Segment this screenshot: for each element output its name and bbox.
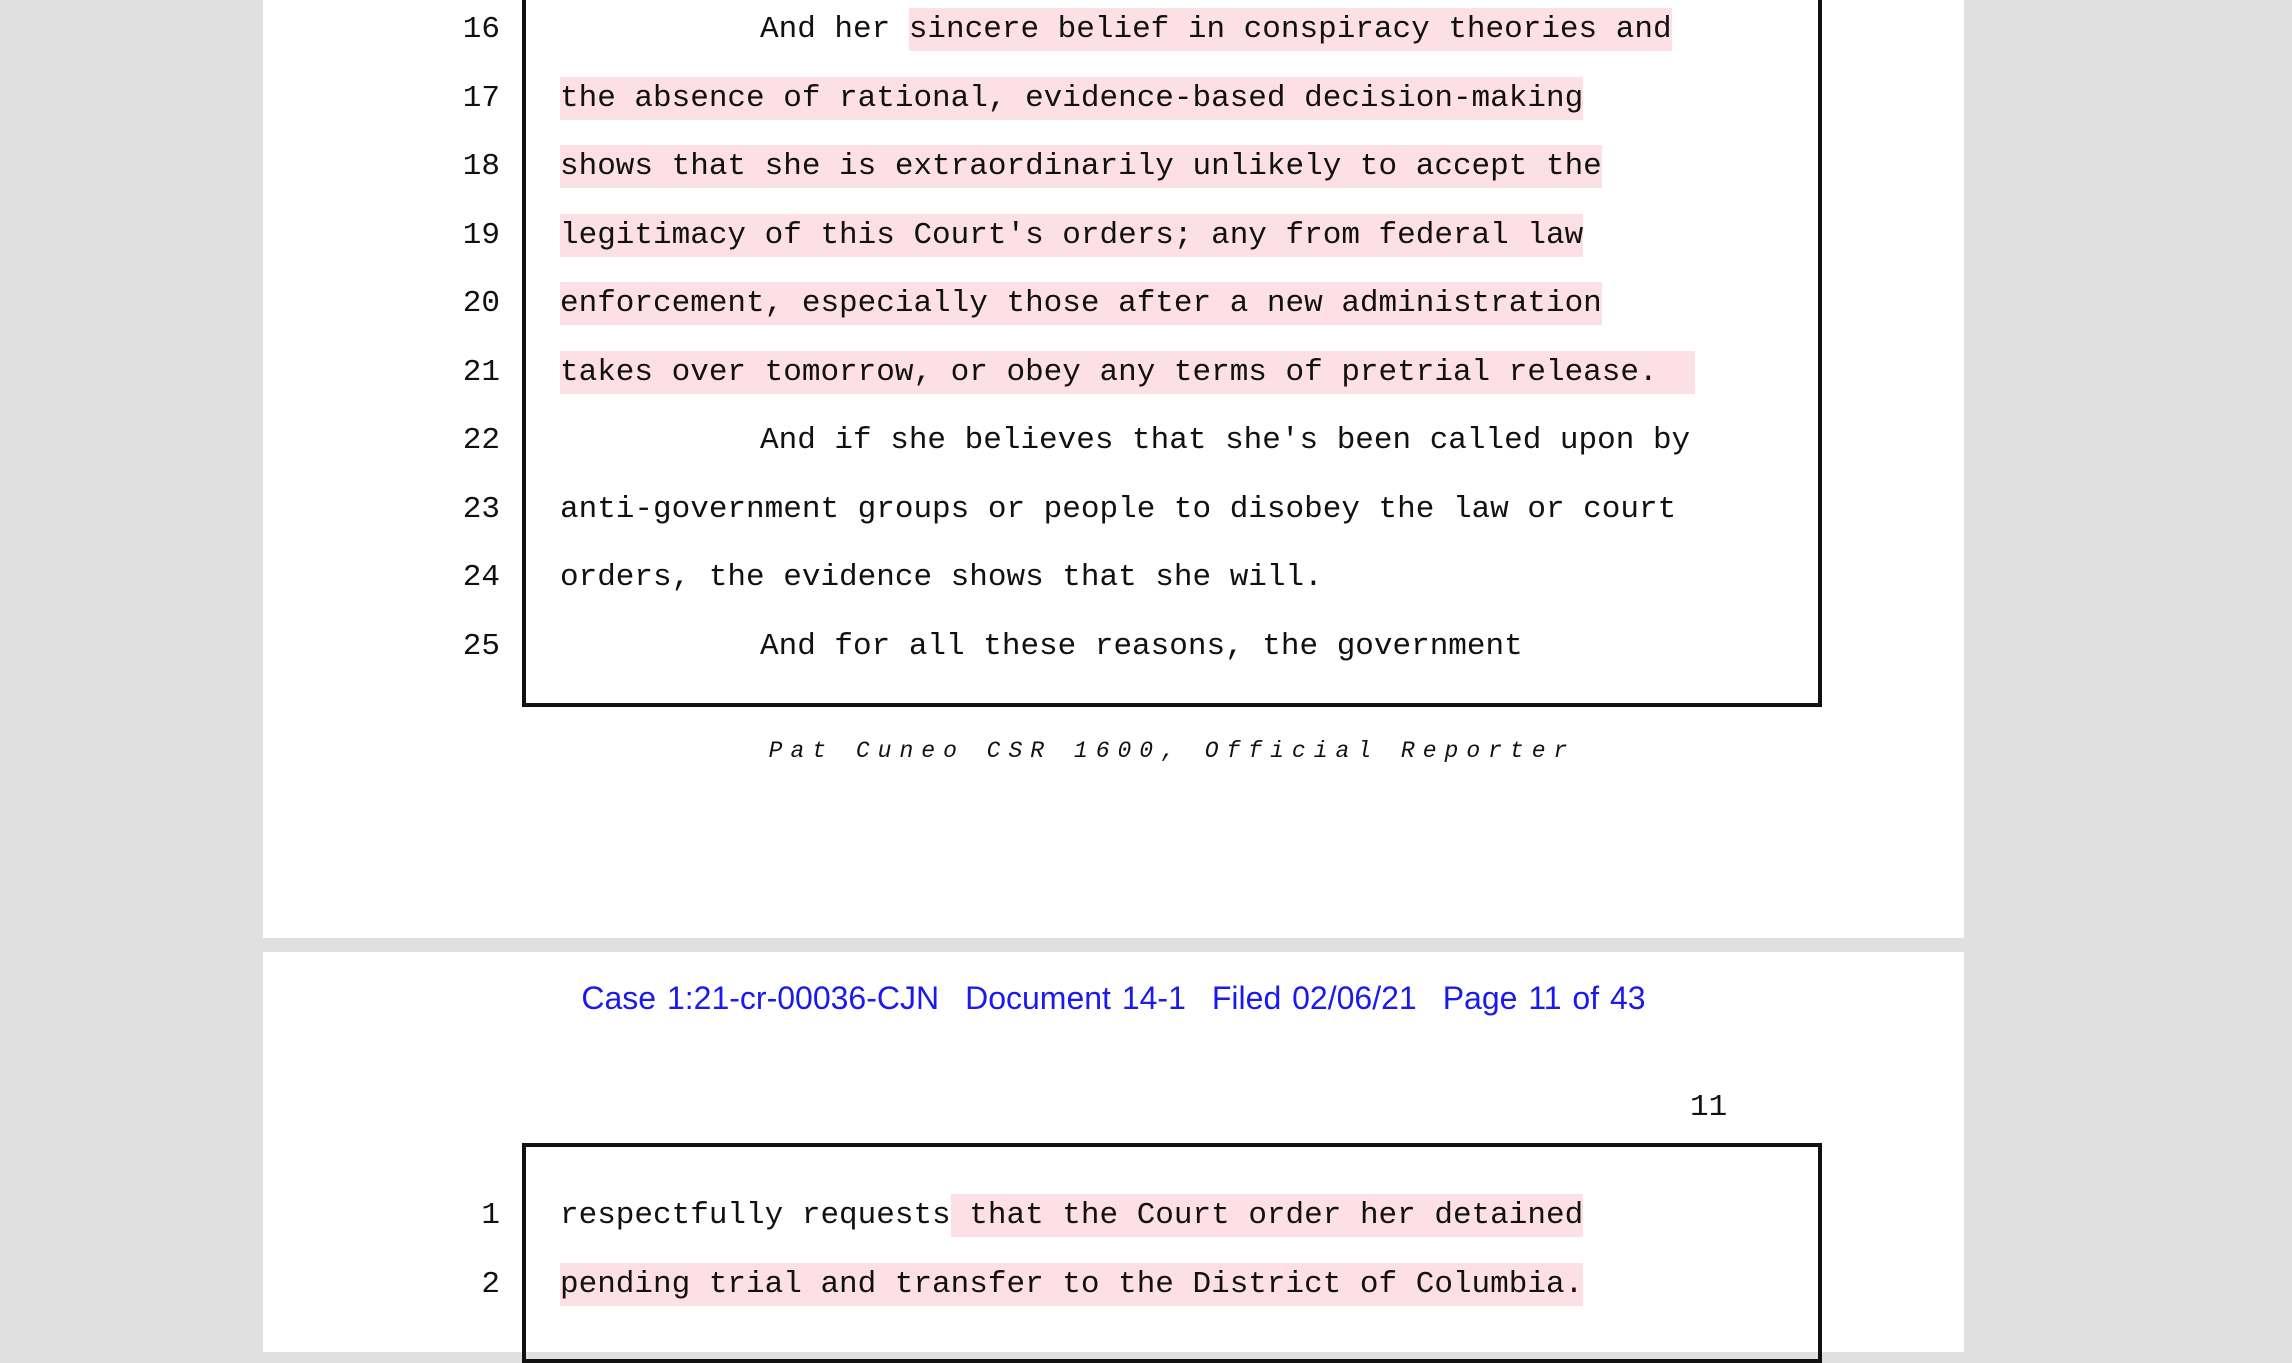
line-text xyxy=(560,1182,1583,1250)
transcript-line xyxy=(0,1251,2292,1319)
highlighted-text: takes over tomorrow, or obey any terms of pretrial release. xyxy=(560,351,1695,394)
line-number: 24 xyxy=(462,560,500,595)
page-of-total: Page 11 of 43 xyxy=(1442,980,1646,1016)
document-number: Document 14-1 xyxy=(965,980,1186,1016)
plain-text: respectfully requests xyxy=(560,1198,951,1233)
line-text xyxy=(560,476,1676,544)
transcript-line xyxy=(0,1182,2292,1250)
transcript-line xyxy=(0,0,2292,64)
line-number: 1 xyxy=(481,1198,500,1233)
line-number: 17 xyxy=(462,80,500,116)
transcript-line xyxy=(0,202,2292,270)
highlighted-text: the absence of rational, evidence-based decision-making xyxy=(560,77,1583,120)
line-number: 2 xyxy=(481,1266,500,1302)
line-text xyxy=(560,133,1602,201)
plain-text: And if she believes that she's been called upon by xyxy=(760,423,1691,458)
line-text xyxy=(560,270,1602,338)
transcript-line xyxy=(0,270,2292,338)
transcript-line xyxy=(0,613,2292,681)
line-number: 20 xyxy=(462,286,500,321)
highlighted-text: legitimacy of this Court's orders; any from federal law xyxy=(560,214,1583,257)
highlighted-text: enforcement, especially those after a new administration xyxy=(560,282,1602,325)
line-number: 16 xyxy=(462,12,500,47)
transcript-line xyxy=(0,407,2292,475)
highlighted-text: pending trial and transfer to the District of Columbia. xyxy=(560,1263,1583,1306)
line-number: 21 xyxy=(462,354,500,390)
line-text xyxy=(560,202,1583,270)
highlighted-text: shows that she is extraordinarily unlikely to accept the xyxy=(560,145,1602,188)
line-text xyxy=(560,544,1323,612)
highlighted-text: sincere belief in conspiracy theories and xyxy=(909,8,1672,51)
line-text xyxy=(560,1251,1583,1319)
transcript-line xyxy=(0,339,2292,407)
line-text xyxy=(760,613,1523,681)
case-number: Case 1:21-cr-00036-CJN xyxy=(581,980,940,1016)
plain-text: And her xyxy=(760,12,909,47)
highlighted-text: that the Court order her detained xyxy=(951,1194,1584,1237)
plain-text: orders, the evidence shows that she will. xyxy=(560,560,1323,595)
case-header xyxy=(263,980,1964,1017)
transcript-line xyxy=(0,476,2292,544)
line-number: 19 xyxy=(462,217,500,253)
line-number: 23 xyxy=(462,491,500,527)
filed-date: Filed 02/06/21 xyxy=(1211,980,1417,1016)
transcript-line xyxy=(0,544,2292,612)
page-number: 11 xyxy=(1690,1090,1728,1125)
plain-text: And for all these reasons, the government xyxy=(760,628,1523,664)
plain-text: anti-government groups or people to disobey the law or court xyxy=(560,491,1677,527)
reporter-footer: Pat Cuneo CSR 1600, Official Reporter xyxy=(768,738,1576,764)
line-text xyxy=(560,339,1695,407)
line-number: 18 xyxy=(462,149,500,184)
line-text xyxy=(760,407,1690,475)
line-number: 22 xyxy=(462,423,500,458)
transcript-line xyxy=(0,65,2292,133)
line-text xyxy=(760,0,1672,64)
line-number: 25 xyxy=(462,628,500,664)
line-text xyxy=(560,65,1583,133)
transcript-line xyxy=(0,133,2292,201)
